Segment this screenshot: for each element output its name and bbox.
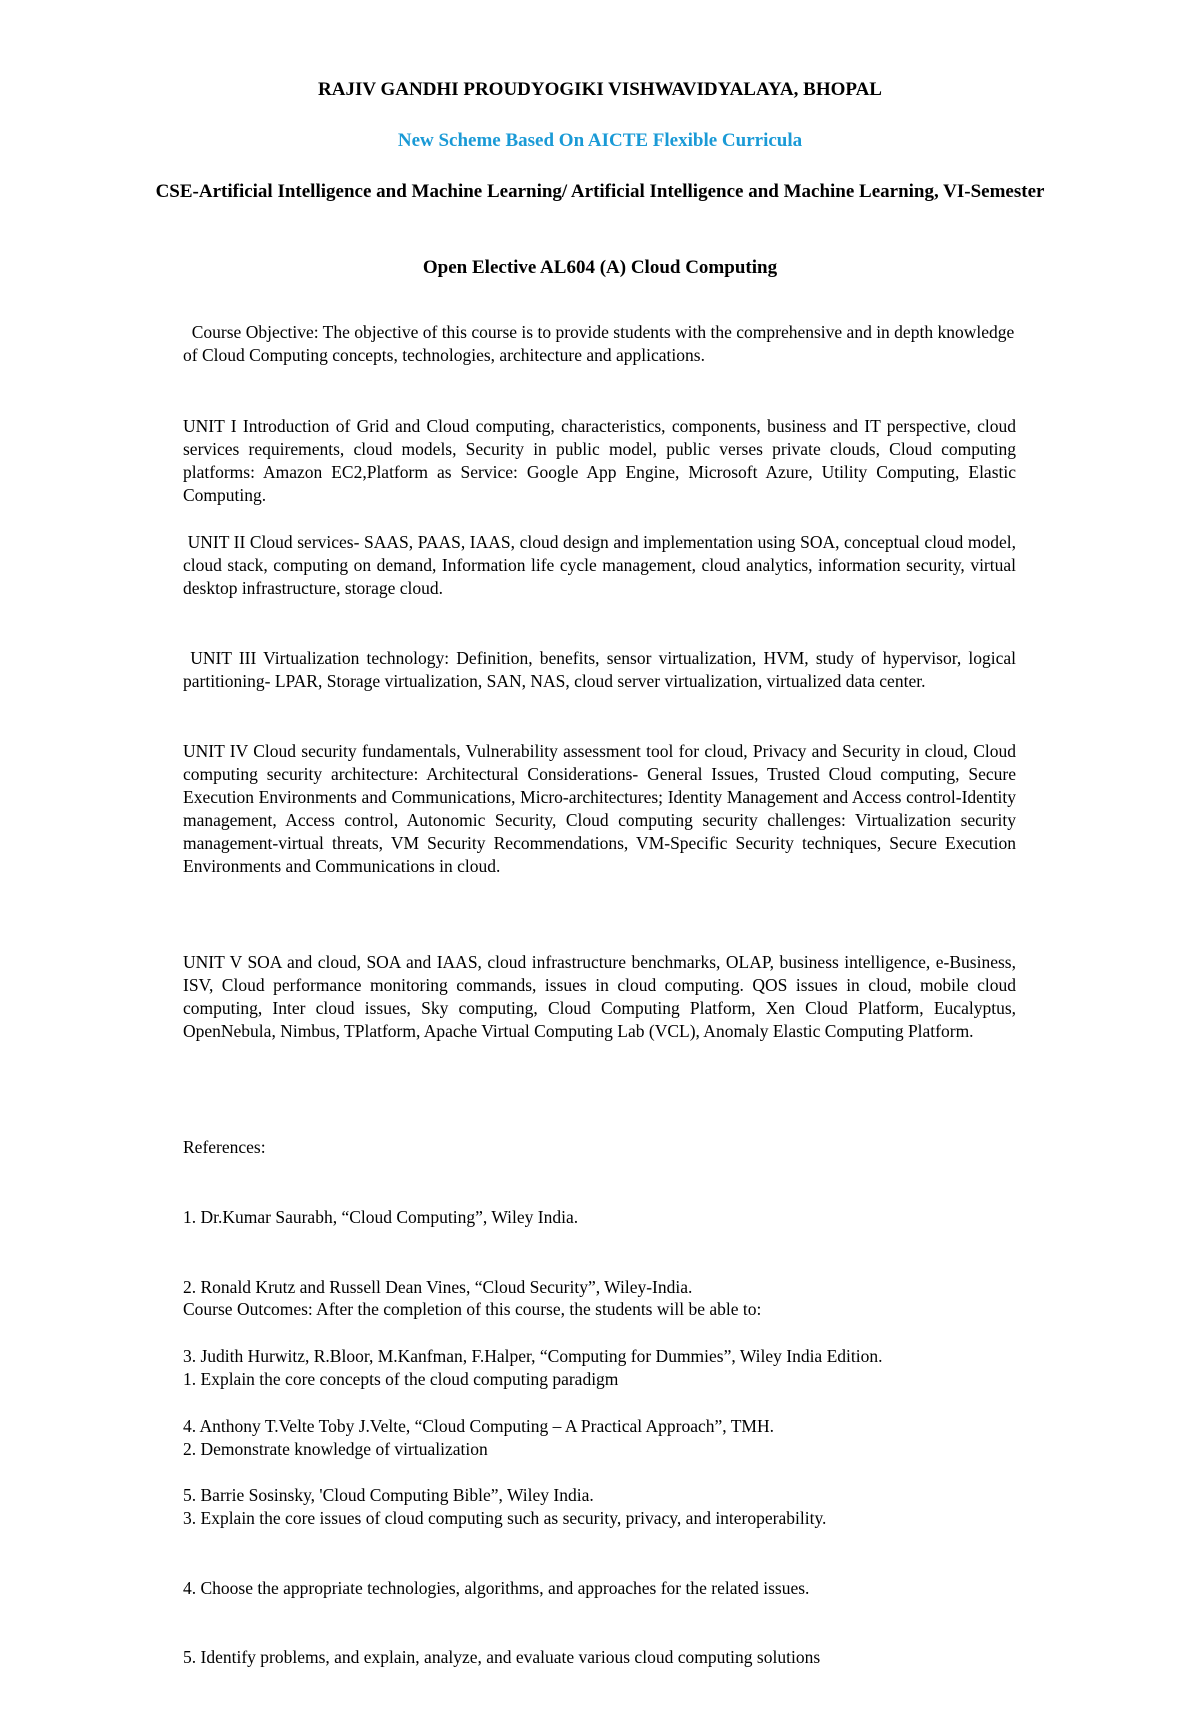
outcomes-heading: Course Outcomes: After the completion of this course, the students will be able to: [183,1299,762,1320]
reference-item: 3. Judith Hurwitz, R.Bloor, M.Kanfman, F.Halper, “Computing for Dummies”, Wiley India Edition. [183,1346,883,1367]
outcome-item: 5. Identify problems, and explain, analyze, and evaluate various cloud computing solutions [183,1647,821,1668]
unit-4: UNIT IV Cloud security fundamentals, Vulnerability assessment tool for cloud, Privacy and Security in cloud, Cloud computing security architecture: Architectural Considerations- General Issues, Trusted Cloud computing, Secure Execution Environments and Communications, Micro-architectures; Identity Management and Access control-Identity management, Access control, Autonomic Security, Cloud computing security challenges: Virtualization security management-virtual threats, VM Security Recommendations, VM-Specific Security techniques, Secure Execution Environments and Communications in cloud. [183,741,1016,876]
outcome-item: 3. Explain the core issues of cloud computing such as security, privacy, and interoperability. [183,1508,827,1529]
outcome-item: 1. Explain the core concepts of the cloud computing paradigm [183,1369,619,1390]
unit-1: UNIT I Introduction of Grid and Cloud computing, characteristics, components, business and IT perspective, cloud services requirements, cloud models, Security in public model, public verses private clouds, Cloud computing platforms: Amazon EC2,Platform as Service: Google App Engine, Microsoft Azure, Utility Computing, Elastic Computing. [183,416,1016,505]
course-objective: Course Objective: The objective of this course is to provide students with the comprehensive and in depth knowledge of Cloud Computing concepts, technologies, architecture and applications. [183,322,1019,365]
reference-item: 5. Barrie Sosinsky, 'Cloud Computing Bible”, Wiley India. [183,1485,594,1506]
outcomes-section [183,1252,1043,1716]
branch-title: CSE-Artificial Intelligence and Machine Learning/ Artificial Intelligence and Machine Learning, VI-Semester [155,181,1045,202]
scheme-title: New Scheme Based On AICTE Flexible Curricula [397,130,803,151]
course-title: Open Elective AL604 (A) Cloud Computing [422,257,778,278]
unit-5: UNIT V SOA and cloud, SOA and IAAS, cloud infrastructure benchmarks, OLAP, business intelligence, e-Business, ISV, Cloud performance monitoring commands, issues in cloud computing. QOS issues in cloud, mobile cloud computing, Inter cloud issues, Sky computing, Cloud Computing Platform, Xen Cloud Platform, Eucalyptus, OpenNebula, Nimbus, TPlatform, Apache Virtual Computing Lab (VCL), Anomaly Elastic Computing Platform. [183,952,1016,1041]
unit-2: UNIT II Cloud services- SAAS, PAAS, IAAS, cloud design and implementation using SOA, conceptual cloud model, cloud stack, computing on demand, Information life cycle management, cloud analytics, information security, virtual desktop infrastructure, storage cloud. [183,532,1021,598]
reference-item: 4. Anthony T.Velte Toby J.Velte, “Cloud Computing – A Practical Approach”, TMH. [183,1415,774,1436]
references-heading: References: [183,1137,266,1158]
unit-3: UNIT III Virtualization technology: Definition, benefits, sensor virtualization, HVM, study of hypervisor, logical partitioning- LPAR, Storage virtualization, SAN, NAS, cloud server virtualization, virtualized data center. [183,648,1021,691]
university-title: RAJIV GANDHI PROUDYOGIKI VISHWAVIDYALAYA, BHOPAL [318,79,882,100]
outcome-item: 4. Choose the appropriate technologies, algorithms, and approaches for the related issues. [183,1577,810,1598]
reference-item: 1. Dr.Kumar Saurabh, “Cloud Computing”, Wiley India. [183,1207,579,1228]
reference-item: 2. Ronald Krutz and Russell Dean Vines, “Cloud Security”, Wiley-India. [183,1276,693,1297]
outcome-item: 2. Demonstrate knowledge of virtualization [183,1438,488,1459]
